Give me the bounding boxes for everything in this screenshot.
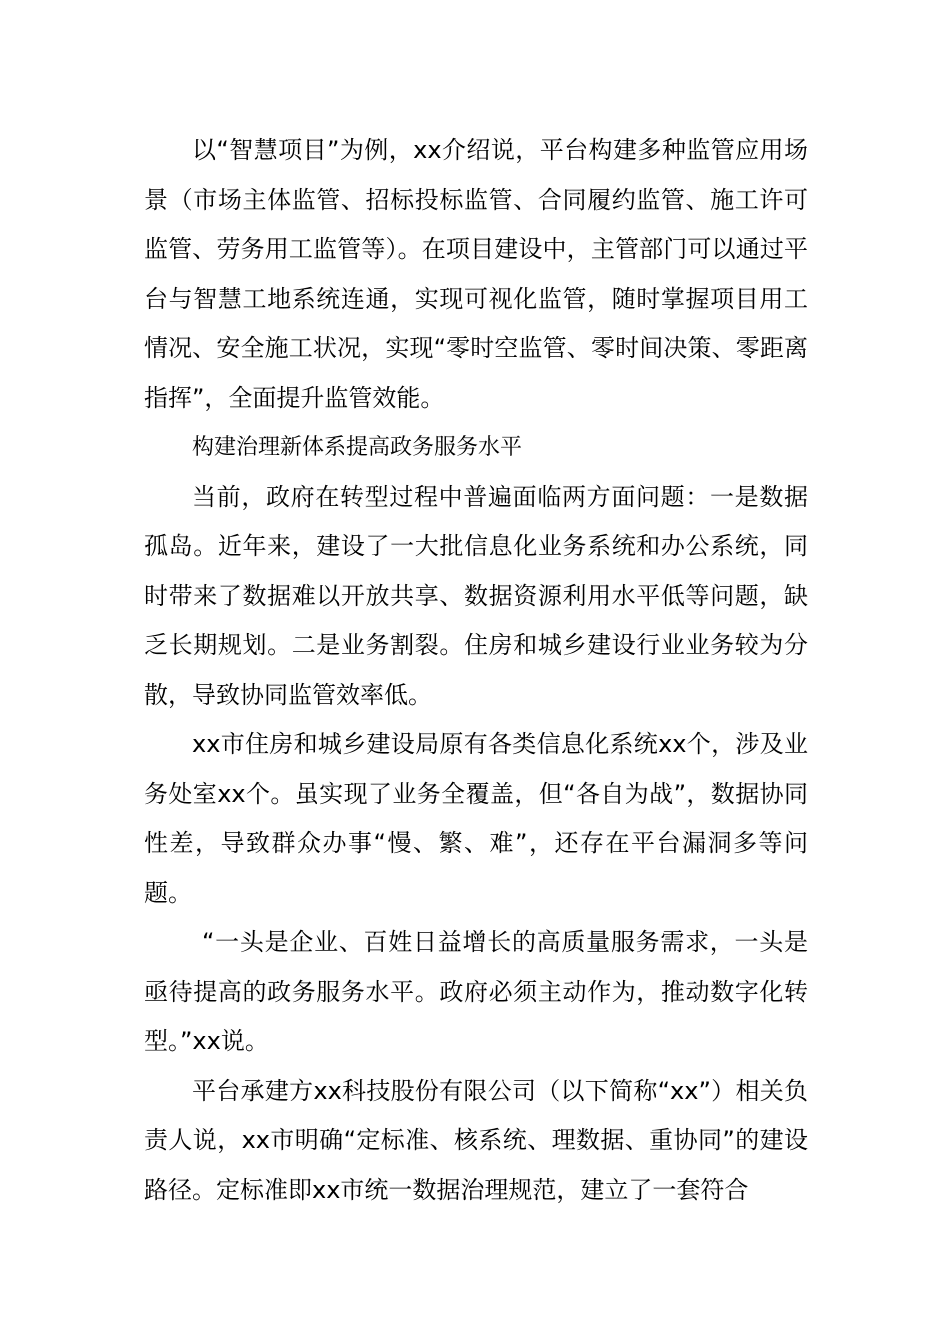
- document-page: [144, 126, 808, 1215]
- paragraph-current-problems: 当前，政府在转型过程中普遍面临两方面问题：一是数据孤岛。近年来，建设了一大批信息化业务系统和办公系统，同时带来了数据难以开放共享、数据资源利用水平低等问题，缺乏长期规划。二是业务割裂。住房和城乡建设行业业务较为分散，导致协同监管效率低。: [144, 482, 808, 709]
- paragraph-quote: “一头是企业、百姓日益增长的高质量服务需求，一头是亟待提高的政务服务水平。政府必须主动作为，推动数字化转型。”xx说。: [144, 928, 808, 1055]
- paragraph-smart-project: 以“智慧项目”为例，xx介绍说，平台构建多种监管应用场景（市场主体监管、招标投标监管、合同履约监管、施工许可监管、劳务用工监管等）。在项目建设中，主管部门可以通过平台与智慧工地系统连通，实现可视化监管，随时掌握项目用工情况、安全施工状况，实现“零时空监管、零时间决策、零距离指挥”，全面提升监管效能。: [144, 136, 808, 412]
- section-heading: 构建治理新体系提高政务服务水平: [192, 435, 523, 460]
- paragraph-platform-builder: 平台承建方xx科技股份有限公司（以下简称“xx”）相关负责人说，xx市明确“定标准、核系统、理数据、重协同”的建设路径。定标准即xx市统一数据治理规范，建立了一套符合: [144, 1076, 808, 1204]
- paragraph-bureau-systems: xx市住房和城乡建设局原有各类信息化系统xx个，涉及业务处室xx个。虽实现了业务全覆盖，但“各自为战”，数据协同性差，导致群众办事“慢、繁、难”，还存在平台漏洞多等问题。: [144, 730, 808, 907]
